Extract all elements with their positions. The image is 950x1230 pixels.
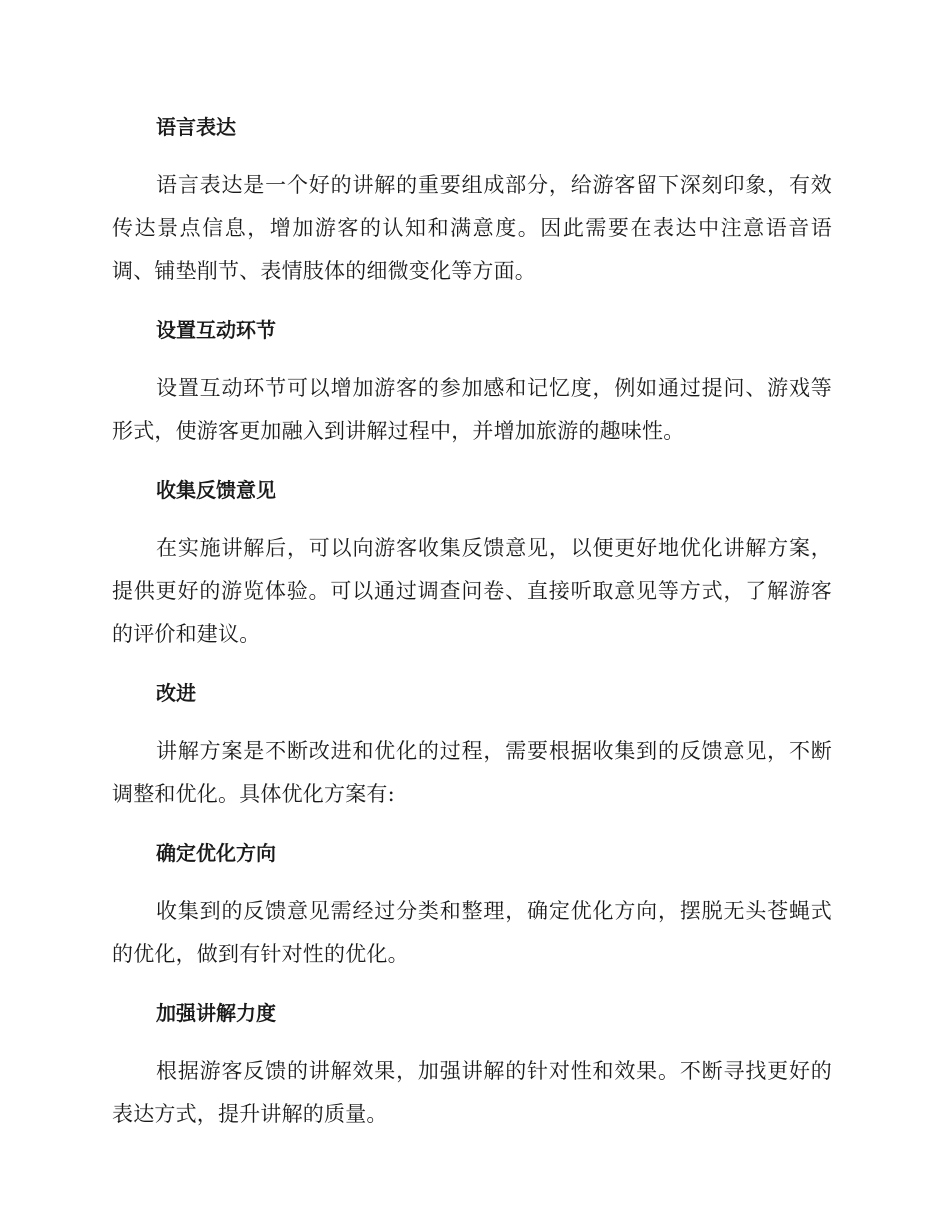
section-heading-optimization-direction: 确定优化方向	[156, 841, 276, 865]
section-heading-interaction: 设置互动环节	[156, 318, 276, 342]
section-heading-language-expression: 语言表达	[156, 115, 236, 139]
section-heading-improvement: 改进	[156, 681, 196, 705]
section-heading-feedback: 收集反馈意见	[156, 478, 276, 502]
section-body-interaction: 设置互动环节可以增加游客的参加感和记忆度，例如通过提问、游戏等形式，使游客更加融入到讲解过程中，并增加旅游的趣味性。	[112, 376, 832, 443]
section-body-feedback: 在实施讲解后，可以向游客收集反馈意见，以便更好地优化讲解方案，提供更好的游览体验。可以通过调查问卷、直接听取意见等方式，了解游客的评价和建议。	[112, 536, 832, 646]
section-body-strengthen-explanation: 根据游客反馈的讲解效果，加强讲解的针对性和效果。不断寻找更好的表达方式，提升讲解的质量。	[112, 1059, 832, 1126]
section-body-improvement: 讲解方案是不断改进和优化的过程，需要根据收集到的反馈意见，不断调整和优化。具体优化方案有:	[112, 739, 832, 806]
section-body-optimization-direction: 收集到的反馈意见需经过分类和整理，确定优化方向，摆脱无头苍蝇式的优化，做到有针对性的优化。	[112, 899, 832, 966]
document-page	[112, 108, 832, 1154]
section-heading-strengthen-explanation: 加强讲解力度	[156, 1001, 276, 1025]
section-body-language-expression: 语言表达是一个好的讲解的重要组成部分，给游客留下深刻印象，有效传达景点信息，增加游客的认知和满意度。因此需要在表达中注意语音语调、铺垫削节、表情肢体的细微变化等方面。	[112, 173, 832, 283]
